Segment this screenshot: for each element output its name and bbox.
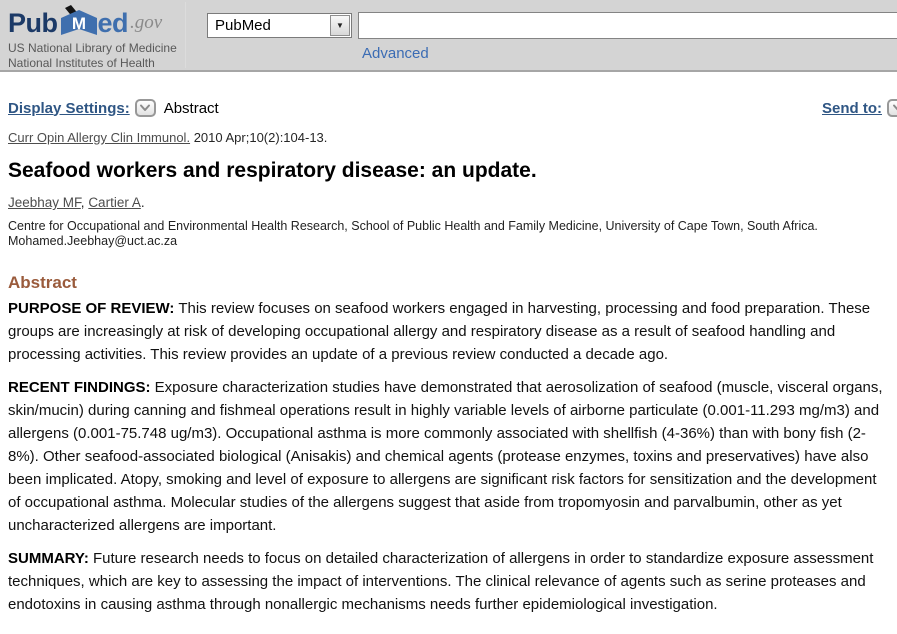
search-input[interactable]: [358, 12, 897, 39]
author-link-2[interactable]: Cartier A: [88, 195, 141, 210]
advanced-search-link[interactable]: Advanced: [362, 45, 429, 62]
send-to-link[interactable]: Send to:: [822, 99, 882, 117]
findings-label: RECENT FINDINGS:: [8, 379, 151, 396]
summary-label: SUMMARY:: [8, 550, 89, 567]
logo-line: [8, 5, 177, 41]
display-settings-chevron-icon[interactable]: [135, 99, 156, 117]
authors-separator: ,: [80, 195, 89, 210]
pubmed-logo[interactable]: [8, 5, 177, 71]
triangle-down-icon: ▼: [336, 20, 344, 30]
logo-tagline-2: National Institutes of Health: [8, 56, 155, 70]
pubmed-book-icon: [58, 5, 100, 41]
abstract-paragraph-purpose: [8, 297, 889, 366]
header-divider: [185, 2, 186, 68]
citation-line: [8, 130, 889, 145]
purpose-text: This review focuses on seafood workers engaged in harvesting, processing and food preparation. These groups are increasingly at risk of developing occupational allergy and respiratory disease as a result of seafood handling and processing activities. This review provides an update of a previous review conducted a decade ago.: [8, 300, 871, 363]
site-header: [0, 0, 897, 72]
abstract-heading: Abstract: [8, 273, 77, 292]
author-link-1[interactable]: Jeebhay MF: [8, 195, 81, 210]
logo-text-pub: Pub: [8, 7, 58, 38]
send-to-group: [822, 99, 897, 117]
purpose-label: PURPOSE OF REVIEW:: [8, 300, 175, 317]
logo-text-ed: ed: [97, 7, 129, 38]
display-settings-link[interactable]: Display Settings:: [8, 99, 130, 117]
affiliation-text: Centre for Occupational and Environmental Health Research, School of Public Health and Family Medicine, University of Cape Town, South Africa. Mohamed.Jeebhay@uct.ac.za: [8, 219, 818, 248]
summary-text: Future research needs to focus on detailed characterization of allergens in order to standardize exposure assessment techniques, which are key to assessing the impact of interventions. The clinical relevance of agents such as serine proteases and endotoxins in causing asthma through nonallergic mechanisms needs further epidemiological investigation.: [8, 550, 874, 613]
article-main: [0, 130, 897, 616]
logo-text-gov: .gov: [130, 12, 163, 33]
abstract-paragraph-findings: [8, 376, 889, 537]
select-dropdown-arrow-icon[interactable]: [330, 15, 350, 36]
abstract-section: [8, 273, 889, 616]
display-mode-value: Abstract: [163, 99, 219, 117]
logo-tagline-1: US National Library of Medicine: [8, 41, 177, 55]
journal-link[interactable]: Curr Opin Allergy Clin Immunol.: [8, 130, 191, 145]
send-to-chevron-icon[interactable]: [887, 99, 897, 117]
citation-details: 2010 Apr;10(2):104-13.: [193, 130, 328, 145]
authors-terminator: .: [140, 195, 145, 210]
svg-text:M: M: [71, 14, 86, 33]
abstract-paragraph-summary: [8, 547, 889, 616]
display-settings-group: [8, 99, 889, 117]
database-select[interactable]: [207, 13, 352, 38]
article-title: Seafood workers and respiratory disease: an update.: [8, 159, 537, 182]
authors-line: [8, 195, 889, 210]
database-select-value: PubMed: [215, 17, 271, 34]
findings-text: Exposure characterization studies have demonstrated that aerosolization of seafood (muscle, visceral organs, skin/mucin) during canning and fishmeal operations result in highly variable levels of airborne particulate (0.001-11.293 mg/m3) and allergens (0.001-75.748 ug/m3). Occupational asthma is more commonly associated with shellfish (4-36%) than with bony fish (2-8%). Other seafood-associated biological (Anisakis) and chemical agents (protease enzymes, toxins and preservatives) have also been implicated. Atopy, smoking and level of exposure to allergens are significant risk factors for sensitization and the development of occupational asthma. Molecular studies of the allergens suggest that aside from tropomyosin and parvalbumin, other as yet uncharacterized allergens are important.: [8, 379, 883, 534]
results-toolbar: [0, 72, 897, 118]
